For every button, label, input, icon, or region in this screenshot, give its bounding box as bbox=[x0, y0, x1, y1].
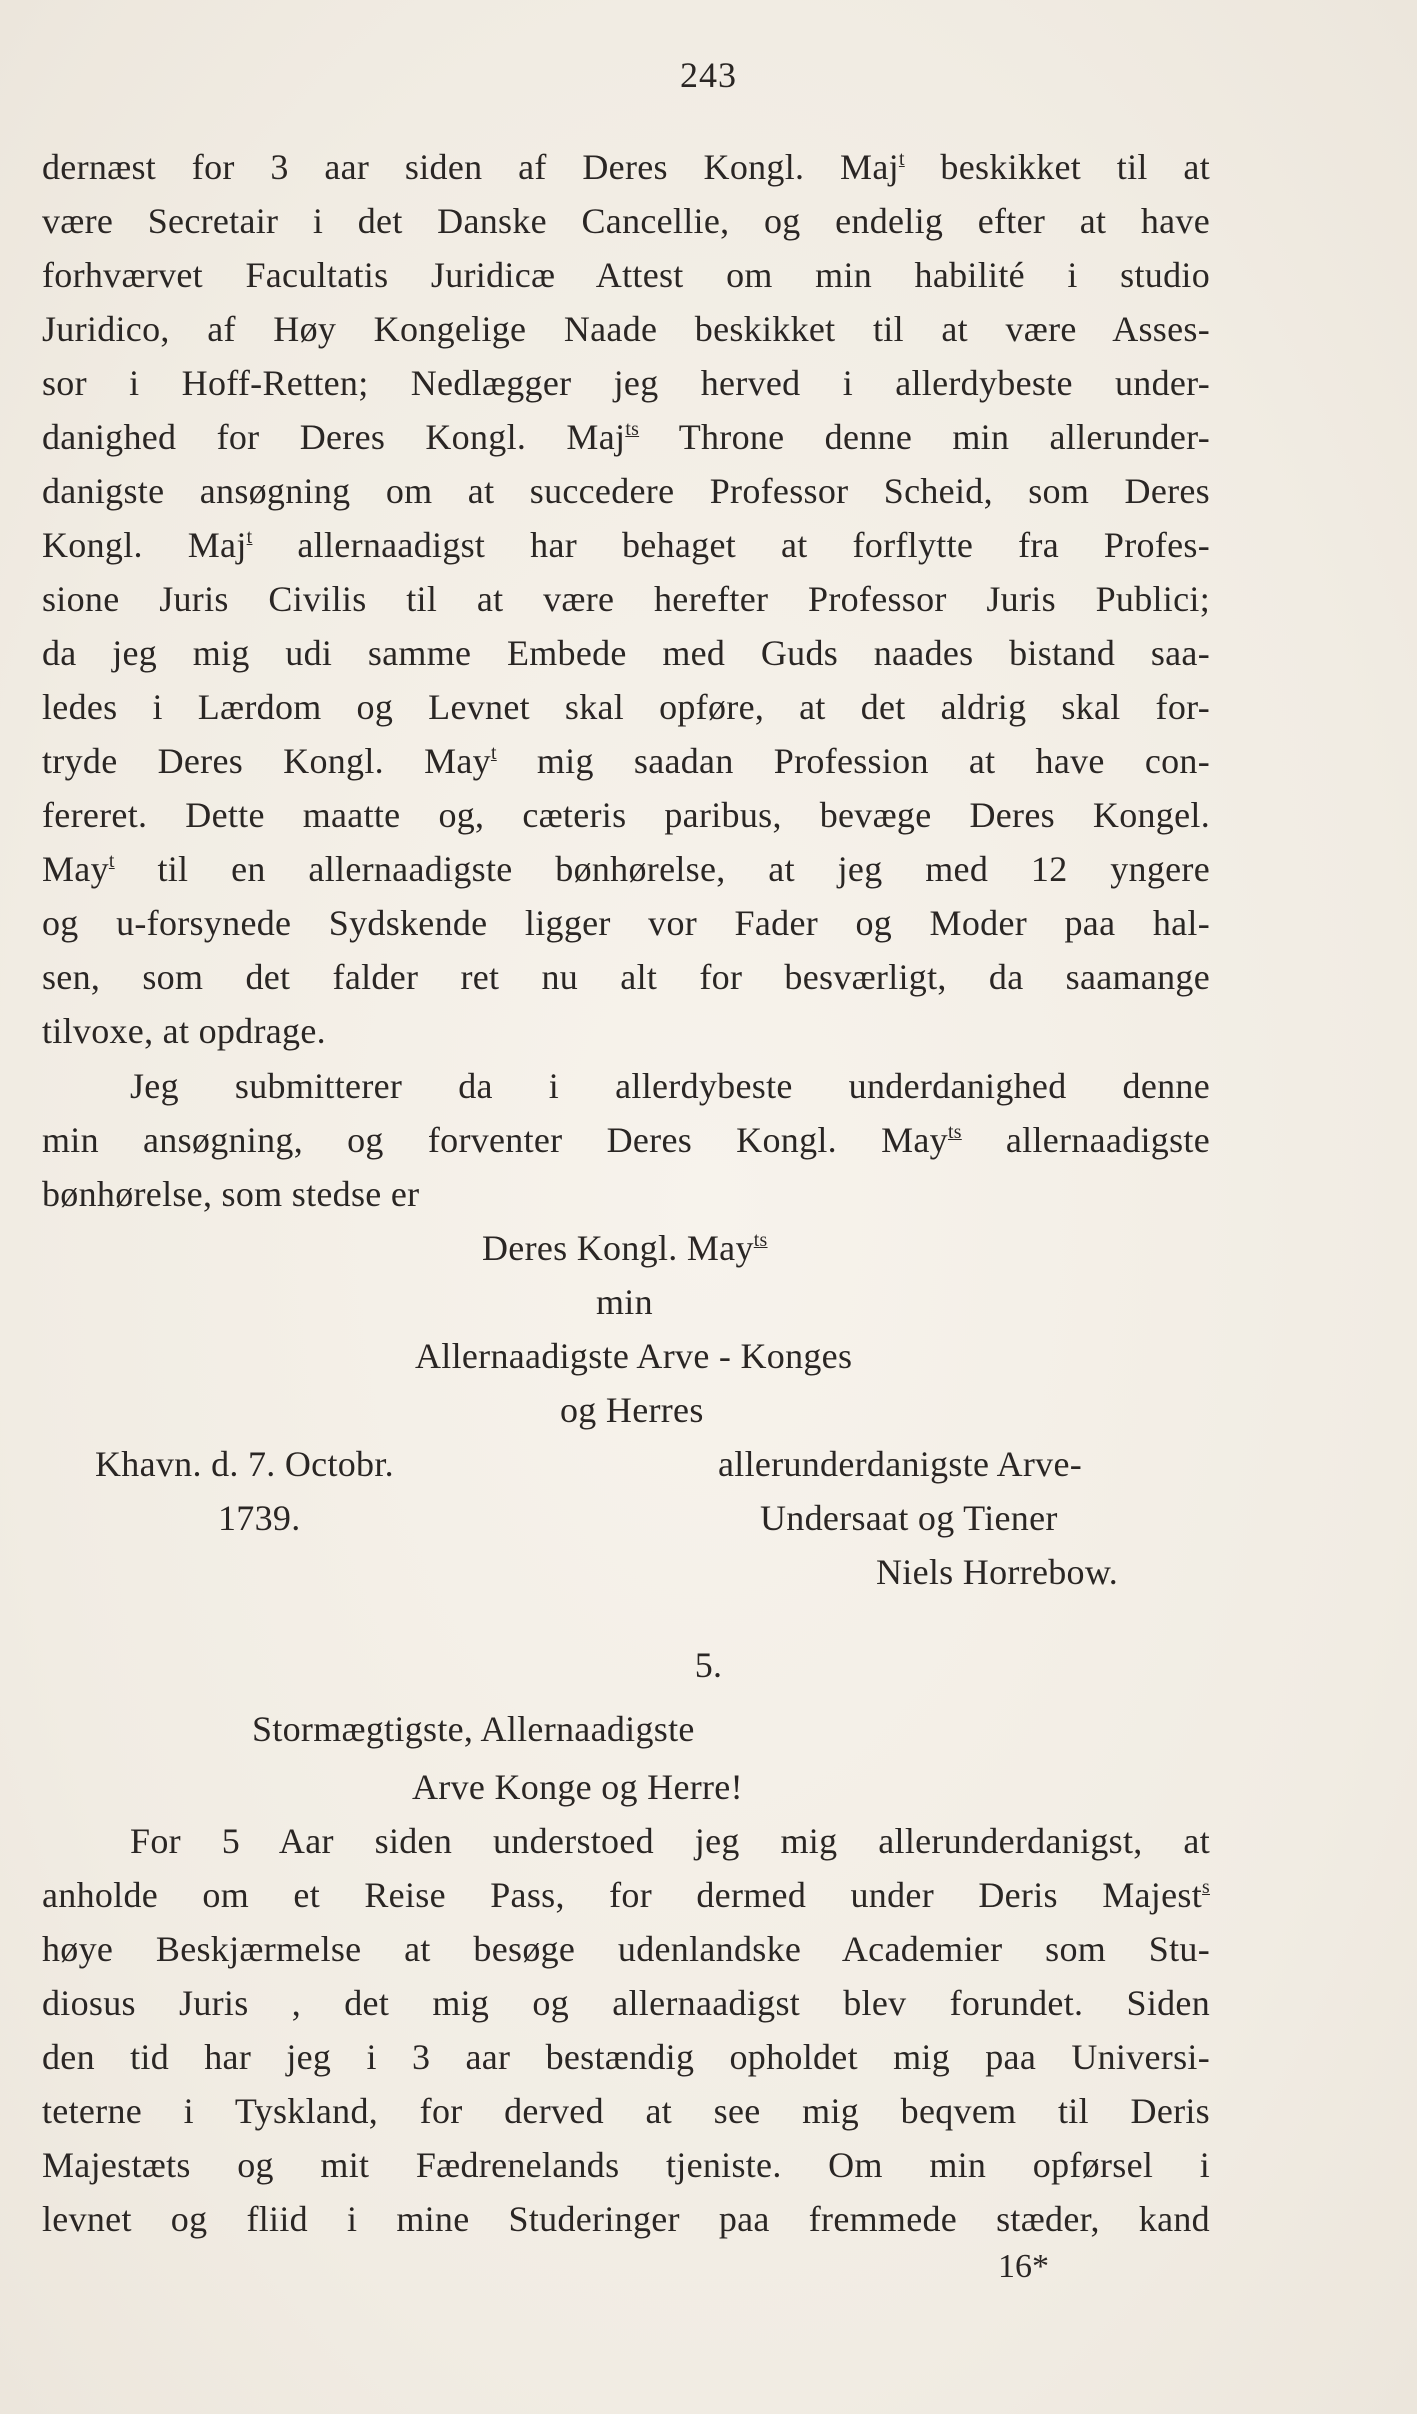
text-line: være Secretair i det Danske Cancellie, og endelig efter at have bbox=[42, 201, 1210, 241]
text-line: tilvoxe, at opdrage. bbox=[42, 1011, 326, 1051]
text-line: høye Beskjærmelse at besøge udenlandske Academier som Stu- bbox=[42, 1929, 1210, 1969]
text-line: da jeg mig udi samme Embede med Guds naades bistand saa- bbox=[42, 633, 1210, 673]
page-number: 243 bbox=[680, 55, 737, 95]
text-line: levnet og fliid i mine Studeringer paa fremmede stæder, kand bbox=[42, 2199, 1210, 2239]
closing-line-2: min bbox=[596, 1282, 653, 1322]
text-line: ledes i Lærdom og Levnet skal opføre, at det aldrig skal for- bbox=[42, 687, 1210, 727]
place-date-line-1: Khavn. d. 7. Octobr. bbox=[95, 1444, 394, 1484]
place-date-line-2: 1739. bbox=[218, 1498, 301, 1538]
text-line: sione Juris Civilis til at være herefter Professor Juris Publici; bbox=[42, 579, 1210, 619]
closing-line-4: og Herres bbox=[560, 1390, 704, 1430]
text-line: den tid har jeg i 3 aar bestændig opholdet mig paa Universi- bbox=[42, 2037, 1210, 2077]
signature-line-1: allerunderdanigste Arve- bbox=[718, 1444, 1083, 1484]
text-line: fereret. Dette maatte og, cæteris paribus, bevæge Deres Kongel. bbox=[42, 795, 1210, 835]
closing-line-1: Deres Kongl. May$^{ts}$ bbox=[482, 1228, 768, 1268]
text-line: sor i Hoff-Retten; Nedlægger jeg herved i allerdybeste under- bbox=[42, 363, 1210, 403]
signature-line-2: Undersaat og Tiener bbox=[760, 1498, 1058, 1538]
salutation-line-2: Arve Konge og Herre! bbox=[412, 1767, 743, 1807]
text-line: danigste ansøgning om at succedere Professor Scheid, som Deres bbox=[42, 471, 1210, 511]
text-line: forhværvet Facultatis Juridicæ Attest om min habilité i studio bbox=[42, 255, 1210, 295]
section-number: 5. bbox=[694, 1645, 723, 1685]
text-line: og u-forsynede Sydskende ligger vor Fader og Moder paa hal- bbox=[42, 903, 1210, 943]
text-line: dernæst for 3 aar siden af Deres Kongl. Maj$^t$ beskikket til at bbox=[42, 147, 1210, 187]
text-line: Kongl. Maj$^t$ allernaadigst har behaget at forflytte fra Profes- bbox=[42, 525, 1211, 565]
text-line: teterne i Tyskland, for derved at see mig beqvem til Deris bbox=[42, 2091, 1210, 2131]
text-line: bønhørelse, som stedse er bbox=[42, 1174, 420, 1214]
text-line: sen, som det falder ret nu alt for besværligt, da saamange bbox=[42, 957, 1210, 997]
text-line: min ansøgning, og forventer Deres Kongl. May$^{ts}$ allernaadigste bbox=[42, 1120, 1210, 1160]
text-line: Juridico, af Høy Kongelige Naade beskikket til at være Asses- bbox=[42, 309, 1210, 349]
salutation-line-1: Stormægtigste, Allernaadigste bbox=[252, 1709, 695, 1749]
printer-signature-mark: 16* bbox=[998, 2248, 1049, 2285]
text-line: For 5 Aar siden understoed jeg mig allerunderdanigst, at bbox=[130, 1821, 1210, 1861]
text-line: danighed for Deres Kongl. Maj$^{ts}$ Throne denne min allerunder- bbox=[42, 417, 1210, 457]
text-line: Jeg submitterer da i allerdybeste underdanighed denne bbox=[130, 1066, 1210, 1106]
closing-line-3: Allernaadigste Arve - Konges bbox=[415, 1336, 853, 1376]
text-line: tryde Deres Kongl. May$^t$ mig saadan Profession at have con- bbox=[42, 741, 1210, 781]
text-line: diosus Juris , det mig og allernaadigst blev forundet. Siden bbox=[42, 1983, 1210, 2023]
text-line: anholde om et Reise Pass, for dermed under Deris Majest$^s$ bbox=[42, 1875, 1210, 1915]
text-line: May$^t$ til en allernaadigste bønhørelse, at jeg med 12 yngere bbox=[42, 849, 1210, 889]
text-line: Majestæts og mit Fædrenelands tjeniste. Om min opførsel i bbox=[42, 2145, 1210, 2185]
signature-name: Niels Horrebow. bbox=[876, 1552, 1119, 1592]
